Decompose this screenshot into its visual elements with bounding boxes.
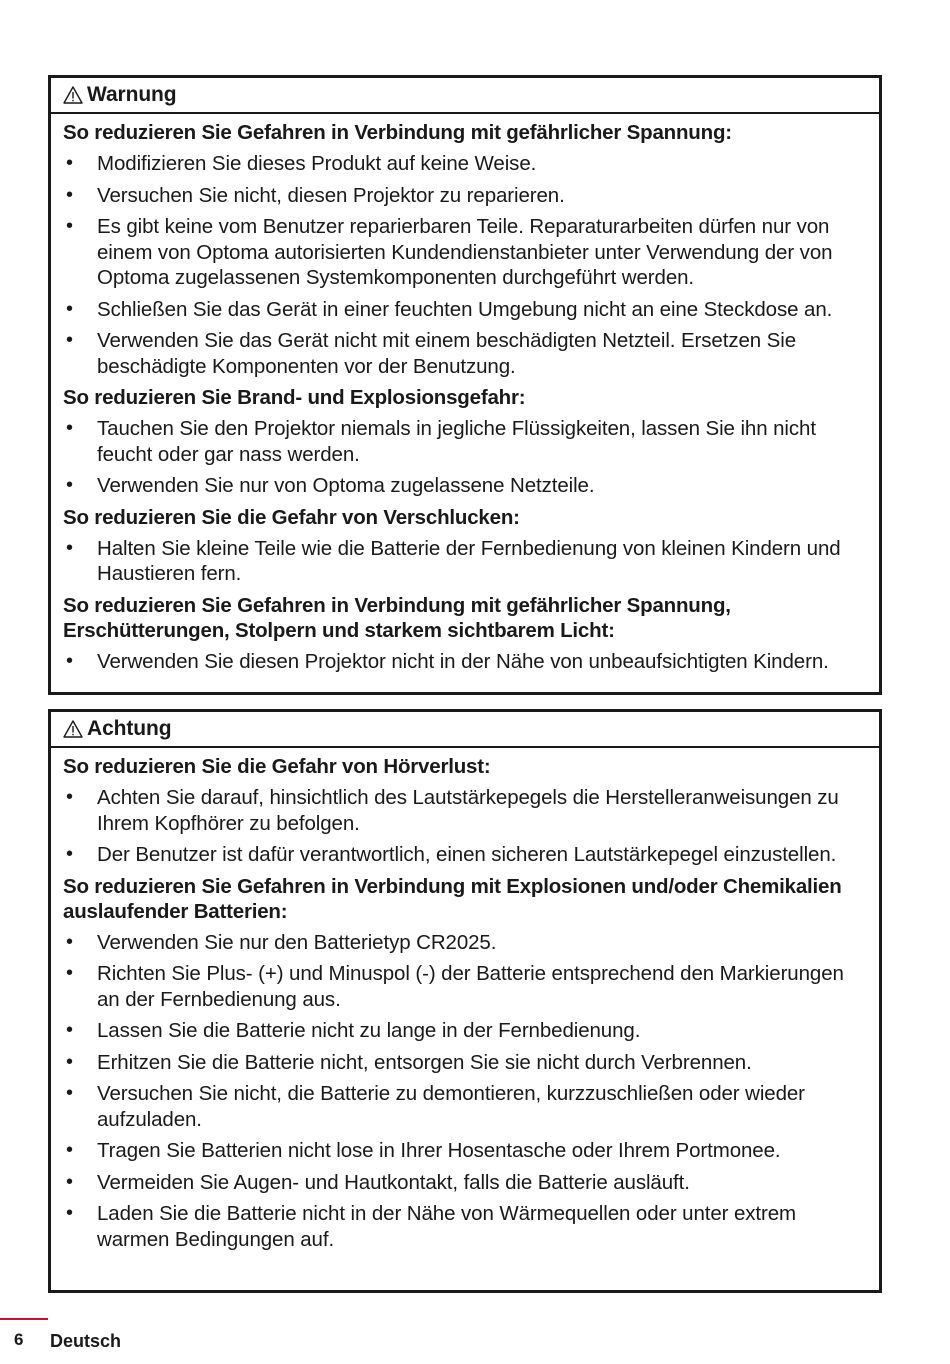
bullet-list [63, 930, 867, 1253]
section-heading: So reduzieren Sie Brand- und Explosionsgefahr: [63, 386, 526, 409]
warning-header [51, 78, 879, 114]
list-item-text: Es gibt keine vom Benutzer reparierbaren Teile. Reparaturarbeiten dürfen nur von einem von Optoma autorisierten Kundendienstanbieter unter Verwendung der von Optoma zugelassenen Systemkomponenten durchgeführt werden. [97, 215, 833, 289]
list-item-text: Tauchen Sie den Projektor niemals in jegliche Flüssigkeiten, lassen Sie ihn nicht feucht oder gar nass werden. [97, 417, 816, 466]
bullet-icon: • [66, 786, 73, 808]
caution-header [51, 712, 879, 748]
list-item [63, 297, 867, 323]
bullet-icon: • [66, 649, 73, 672]
list-item-text: Richten Sie Plus- (+) und Minuspol (-) der Batterie entsprechend den Markierungen an der Fernbedienung aus. [97, 962, 844, 1011]
bullet-icon: • [66, 417, 73, 439]
bullet-icon: • [66, 1082, 73, 1104]
bullet-icon: • [66, 1202, 73, 1224]
bullet-icon: • [66, 962, 73, 984]
page-language: Deutsch [50, 1331, 122, 1351]
bullet-icon: • [66, 930, 73, 953]
list-item [63, 930, 867, 956]
list-item [63, 785, 867, 836]
list-item-text: Verwenden Sie nur den Batterietyp CR2025. [97, 930, 497, 954]
bullet-icon: • [66, 297, 73, 320]
list-item-text: Lassen Sie die Batterie nicht zu lange in der Fernbedienung. [97, 1019, 641, 1042]
warning-title: Warnung [87, 83, 177, 106]
bullet-list [63, 785, 867, 868]
list-item [63, 151, 867, 177]
caution-box [48, 709, 882, 1293]
list-item [63, 1018, 867, 1044]
list-item-text: Vermeiden Sie Augen- und Hautkontakt, falls die Batterie ausläuft. [97, 1170, 690, 1194]
list-item-text: Verwenden Sie das Gerät nicht mit einem beschädigten Netzteil. Ersetzen Sie beschädigte Komponenten vor der Benutzung. [97, 329, 796, 378]
list-item [63, 1201, 867, 1252]
caution-title: Achtung [87, 717, 172, 740]
warning-body [51, 120, 879, 674]
bullet-icon: • [66, 843, 73, 865]
list-item [63, 1050, 867, 1076]
bullet-icon: • [66, 474, 73, 496]
bullet-icon: • [66, 1170, 73, 1193]
section-heading: So reduzieren Sie Gefahren in Verbindung mit gefährlicher Spannung: [63, 121, 732, 144]
list-item-text: Schließen Sie das Gerät in einer feuchten Umgebung nicht an eine Steckdose an. [97, 297, 833, 321]
list-item [63, 842, 867, 868]
list-item-text: Achten Sie darauf, hinsichtlich des Lautstärkepegels die Herstelleranweisungen zu Ihrem Kopfhörer zu befolgen. [97, 786, 839, 835]
warning-triangle-icon [63, 86, 83, 104]
list-item [63, 1081, 867, 1132]
caution-body [51, 754, 879, 1252]
bullet-list [63, 536, 867, 587]
bullet-icon: • [66, 1019, 73, 1041]
warning-triangle-icon [63, 720, 83, 738]
list-item-text: Modifizieren Sie dieses Produkt auf keine Weise. [97, 152, 537, 175]
bullet-list [63, 151, 867, 379]
list-item-text: Versuchen Sie nicht, diesen Projektor zu reparieren. [97, 183, 565, 207]
list-item [63, 1170, 867, 1196]
bullet-list [63, 416, 867, 499]
bullet-icon: • [66, 215, 73, 237]
list-item-text: Erhitzen Sie die Batterie nicht, entsorgen Sie sie nicht durch Verbrennen. [97, 1050, 752, 1074]
bullet-icon: • [66, 1050, 73, 1073]
bullet-icon: • [66, 183, 73, 206]
list-item [63, 183, 867, 209]
section-heading: So reduzieren Sie die Gefahr von Verschlucken: [63, 505, 520, 529]
list-item [63, 1138, 867, 1164]
list-item [63, 961, 867, 1012]
list-item-text: Verwenden Sie diesen Projektor nicht in der Nähe von unbeaufsichtigten Kindern. [97, 649, 829, 673]
bullet-icon: • [66, 152, 73, 174]
list-item-text: Versuchen Sie nicht, die Batterie zu demontieren, kurzzuschließen oder wieder aufzuladen. [97, 1082, 805, 1131]
bullet-list [63, 649, 867, 675]
list-item [63, 328, 867, 379]
list-item-text: Halten Sie kleine Teile wie die Batterie der Fernbedienung von kleinen Kindern und Haustieren fern. [97, 536, 841, 585]
list-item-text: Laden Sie die Batterie nicht in der Nähe von Wärmequellen oder unter extrem warmen Bedingungen auf. [97, 1202, 797, 1251]
page-number: 6 [14, 1330, 24, 1349]
footer-accent-line [0, 1318, 48, 1320]
list-item-text: Tragen Sie Batterien nicht lose in Ihrer Hosentasche oder Ihrem Portmonee. [97, 1139, 781, 1162]
bullet-icon: • [66, 536, 73, 559]
section-heading: So reduzieren Sie Gefahren in Verbindung mit Explosionen und/oder Chemikalien auslaufender Batterien: [63, 874, 842, 923]
warning-box [48, 75, 882, 695]
list-item [63, 473, 867, 499]
bullet-icon: • [66, 329, 73, 351]
list-item [63, 649, 867, 675]
list-item-text: Verwenden Sie nur von Optoma zugelassene Netzteile. [97, 474, 595, 497]
section-heading: So reduzieren Sie die Gefahr von Hörverlust: [63, 755, 491, 778]
list-item [63, 416, 867, 467]
list-item [63, 214, 867, 291]
bullet-icon: • [66, 1139, 73, 1161]
list-item-text: Der Benutzer ist dafür verantwortlich, einen sicheren Lautstärkepegel einzustellen. [97, 843, 837, 866]
section-heading: So reduzieren Sie Gefahren in Verbindung mit gefährlicher Spannung, Erschütterungen, Stolpern und starkem sichtbarem Licht: [63, 593, 731, 642]
list-item [63, 536, 867, 587]
